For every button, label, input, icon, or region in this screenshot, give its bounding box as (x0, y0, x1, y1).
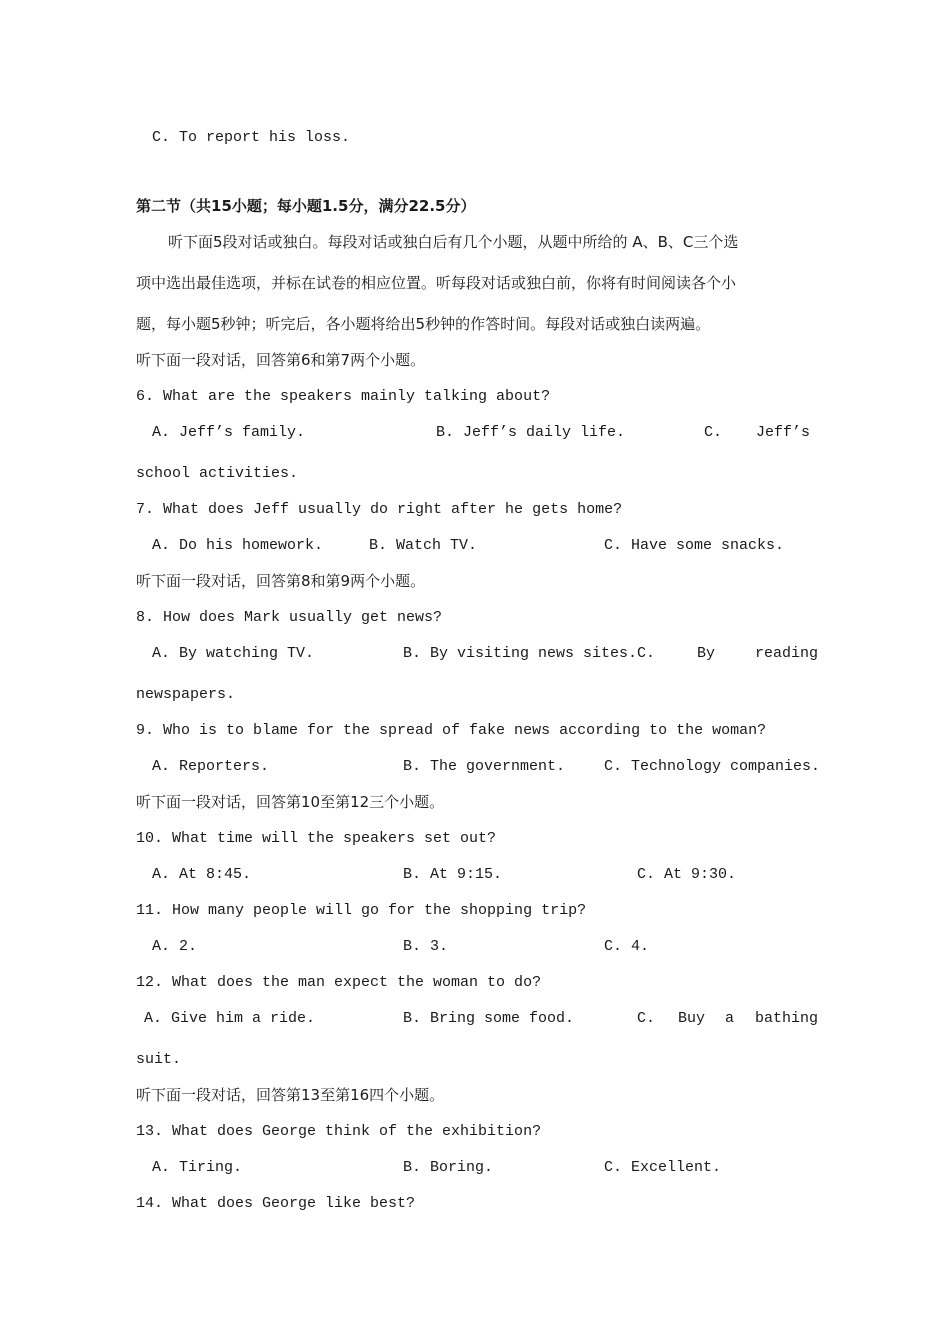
q10-option-b: B. At 9:15. (403, 866, 503, 883)
q8-option-c-word-1: By (697, 645, 716, 662)
q9-option-b: B. The government. (403, 758, 566, 775)
q8-option-c-word-2: reading (755, 645, 819, 662)
q12-option-c-label: C. (637, 1010, 656, 1027)
question-10: 10. What time will the speakers set out? (136, 830, 497, 847)
q10-option-a: A. At 8:45. (152, 866, 252, 883)
q12-option-c-continued: suit. (136, 1051, 182, 1068)
question-14: 14. What does George like best? (136, 1195, 416, 1212)
q12-option-c-word-1: Buy (678, 1010, 706, 1027)
section-intro-line-1: 听下面5段对话或独白。每段对话或独白后有几个小题，从题中所给的 A、B、C三个选 (168, 233, 739, 251)
q12-option-a: A. Give him a ride. (144, 1010, 316, 1027)
section-intro-line-2: 项中选出最佳选项，并标在试卷的相应位置。听每段对话或独白前，你将有时间阅读各个小 (136, 274, 737, 292)
question-9: 9. Who is to blame for the spread of fake news according to the woman? (136, 722, 767, 739)
group-instruction-10-12: 听下面一段对话，回答第10至第12三个小题。 (136, 793, 445, 811)
q6-option-c-continued: school activities. (136, 465, 299, 482)
q6-option-a: A. Jeff’s family. (152, 424, 306, 441)
q13-option-b: B. Boring. (403, 1159, 494, 1176)
q7-option-c: C. Have some snacks. (604, 537, 785, 554)
q11-option-c: C. 4. (604, 938, 650, 955)
q8-option-b: B. By visiting news sites. (403, 645, 638, 662)
group-instruction-8-9: 听下面一段对话，回答第8和第9两个小题。 (136, 572, 426, 590)
group-instruction-13-16: 听下面一段对话，回答第13至第16四个小题。 (136, 1086, 445, 1104)
option-c-report-loss: C. To report his loss. (152, 129, 351, 146)
q9-option-c: C. Technology companies. (604, 758, 821, 775)
q7-option-a: A. Do his homework. (152, 537, 324, 554)
q12-option-c-word-3: bathing (755, 1010, 819, 1027)
q13-option-c: C. Excellent. (604, 1159, 722, 1176)
q9-option-a: A. Reporters. (152, 758, 270, 775)
q8-option-c-label: C. (637, 645, 656, 662)
q10-option-c: C. At 9:30. (637, 866, 737, 883)
q6-option-b: B. Jeff’s daily life. (436, 424, 626, 441)
question-12: 12. What does the man expect the woman to do? (136, 974, 542, 991)
question-8: 8. How does Mark usually get news? (136, 609, 443, 626)
group-instruction-6-7: 听下面一段对话，回答第6和第7两个小题。 (136, 351, 426, 369)
question-7: 7. What does Jeff usually do right after he gets home? (136, 501, 623, 518)
q11-option-a: A. 2. (152, 938, 198, 955)
section-intro-line-3: 题，每小题5秒钟；听完后，各小题将给出5秒钟的作答时间。每段对话或独白读两遍。 (136, 315, 711, 333)
q8-option-c-continued: newspapers. (136, 686, 236, 703)
q6-option-c-word: Jeff’s (756, 424, 811, 441)
q11-option-b: B. 3. (403, 938, 449, 955)
section-title: 第二节（共15小题；每小题1.5分，满分22.5分） (136, 197, 476, 215)
question-11: 11. How many people will go for the shopping trip? (136, 902, 587, 919)
q12-option-c-word-2: a (725, 1010, 735, 1027)
question-6: 6. What are the speakers mainly talking about? (136, 388, 551, 405)
q6-option-c-label: C. (704, 424, 723, 441)
q7-option-b: B. Watch TV. (369, 537, 478, 554)
q13-option-a: A. Tiring. (152, 1159, 243, 1176)
question-13: 13. What does George think of the exhibition? (136, 1123, 542, 1140)
q12-option-b: B. Bring some food. (403, 1010, 575, 1027)
q8-option-a: A. By watching TV. (152, 645, 315, 662)
